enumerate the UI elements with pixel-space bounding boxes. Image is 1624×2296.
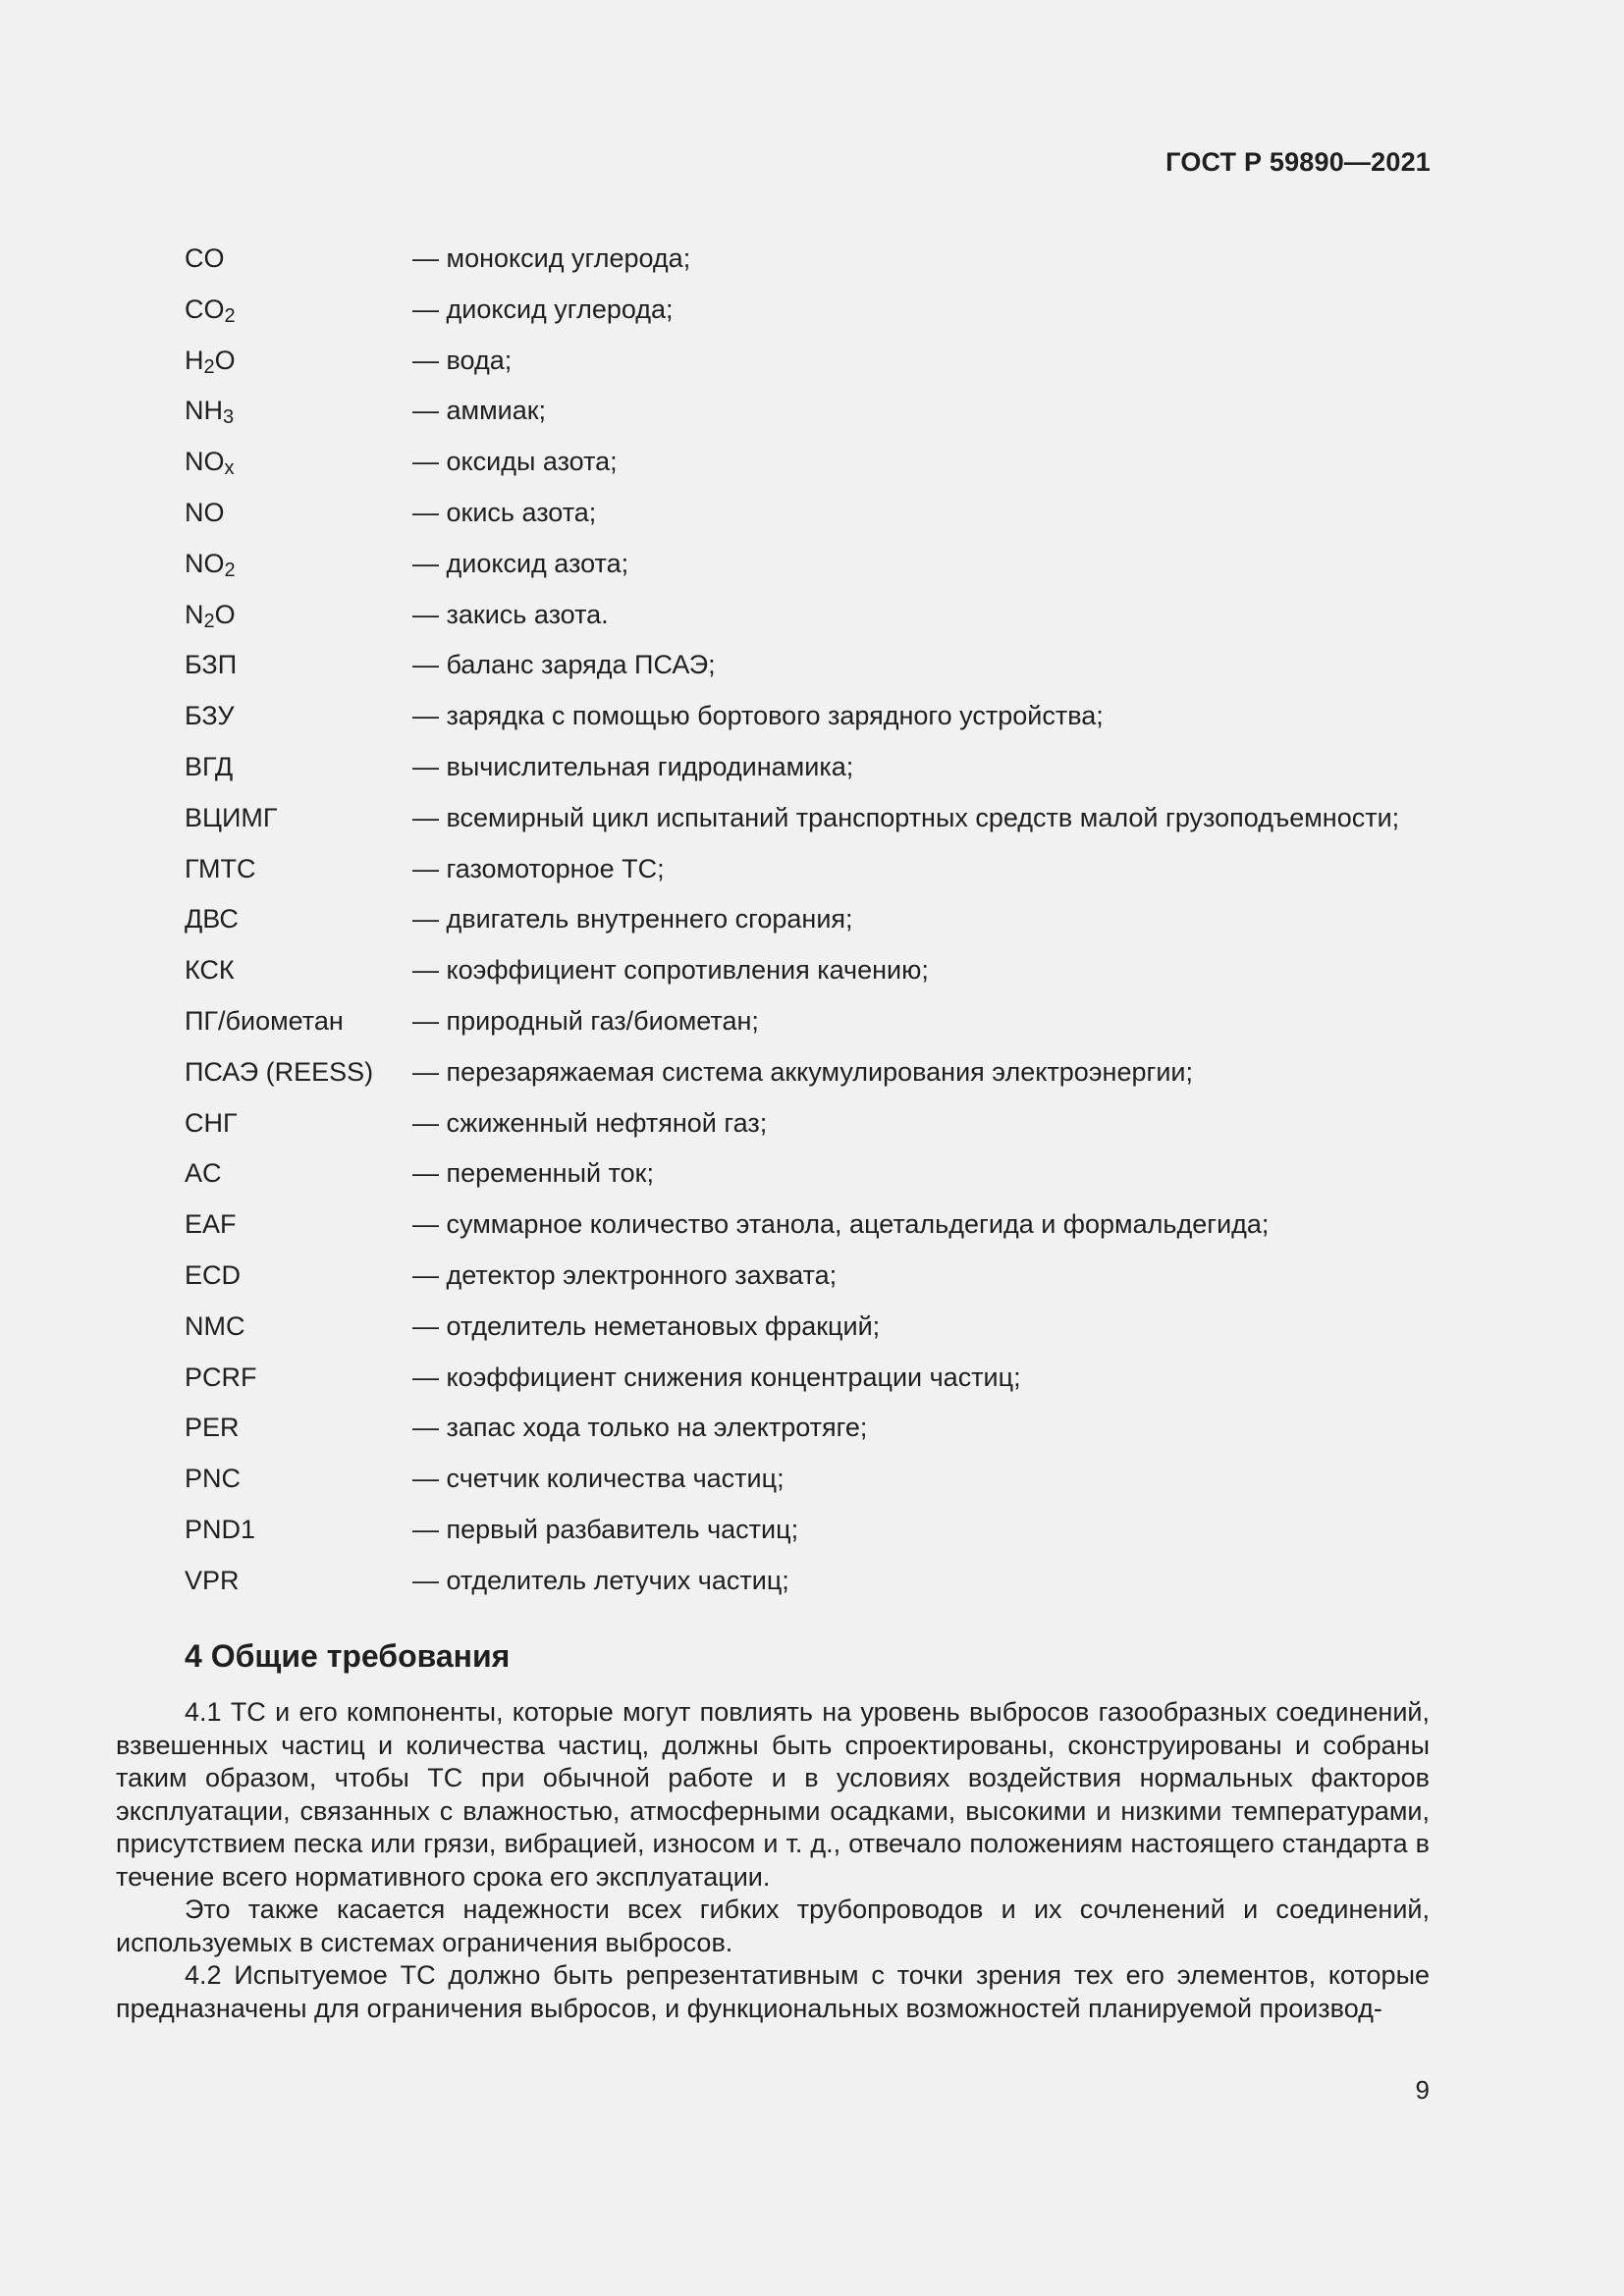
abbreviation-term: ВГД [185,751,234,781]
abbreviation-row [185,798,1441,849]
abbreviation-definition: — сжиженный нефтяной газ; [412,1107,768,1138]
abbreviation-term: ДВС [185,904,239,934]
abbreviation-row [185,1153,1441,1204]
abbreviation-term: PND1 [185,1514,256,1544]
abbreviation-row [185,1103,1441,1154]
abbreviation-definition: — вычислительная гидродинамика; [412,751,854,781]
abbreviation-definition: — газомоторное ТС; [412,853,665,883]
abbreviation-row [185,1001,1441,1052]
abbreviation-row [185,391,1441,442]
abbreviation-definition: — переменный ток; [412,1158,654,1189]
abbreviation-row [185,1255,1441,1307]
abbreviation-row [185,595,1441,646]
abbreviation-term: NO [185,497,225,527]
abbreviation-term: БЗУ [185,701,235,731]
abbreviation-definition: — детектор электронного захвата; [412,1259,838,1290]
abbreviation-definition: — аммиак; [412,396,547,426]
abbreviation-term: $H_2O$ [185,345,236,378]
section-heading: 4 Общие требования [185,1638,511,1674]
abbreviation-term: $NH_3$ [185,396,235,429]
abbreviation-term: AC [185,1158,222,1189]
abbreviation-term: $CO_2$ [185,294,236,327]
abbreviation-definition: — окись азота; [412,497,597,527]
abbreviation-definition: — моноксид углерода; [412,243,691,273]
abbreviation-definition: — вода; [412,345,513,375]
paragraph: 4.2 Испытуемое ТС должно быть репрезентативным с точки зрения тех его элементов, которые предназначены для ограничения выбросов, и функциональных возможностей планируемой производ- [116,1960,1430,2023]
abbreviation-row [185,442,1441,493]
document-header: ГОСТ Р 59890—2021 [1165,147,1431,177]
abbreviation-row [185,696,1441,747]
abbreviation-definition: — двигатель внутреннего сгорания; [412,904,853,934]
abbreviation-row [185,950,1441,1001]
abbreviation-row [185,1307,1441,1358]
abbreviation-definition: — всемирный цикл испытаний транспортных средств малой грузоподъемности; [412,802,1400,832]
abbreviation-term: $N_2O$ [185,599,236,632]
abbreviation-term: PNC [185,1464,242,1494]
abbreviation-definition: — отделитель неметановых фракций; [412,1310,881,1341]
abbreviation-definition: — суммарное количество этанола, ацетальдегида и формальдегида; [412,1209,1270,1240]
abbreviation-term: NMC [185,1310,245,1341]
abbreviation-term: VPR [185,1565,240,1595]
abbreviation-term: КСК [185,955,235,986]
abbreviation-definition: — баланс заряда ПСАЭ; [412,650,716,680]
abbreviation-definition: — коэффициент сопротивления качению; [412,955,929,986]
abbreviation-list [185,239,1441,1612]
abbreviation-row [185,341,1441,392]
section-body [116,1696,1430,2025]
abbreviation-row [185,645,1441,696]
abbreviation-row [185,1510,1441,1561]
abbreviation-term: PER [185,1413,240,1443]
abbreviation-term: ПСАЭ (REESS) [185,1056,374,1087]
abbreviation-term: ВЦИМГ [185,802,278,832]
abbreviation-row [185,1204,1441,1255]
paragraph: Это также касается надежности всех гибких трубопроводов и их сочленений и соединений, используемых в системах ограничения выбросов. [116,1895,1430,1957]
abbreviation-term: $NO_2$ [185,548,236,581]
abbreviation-row [185,849,1441,900]
abbreviation-definition: — оксиды азота; [412,447,618,477]
abbreviation-definition: — диоксид азота; [412,548,629,578]
abbreviation-definition: — запас хода только на электротяге; [412,1413,868,1443]
abbreviation-definition: — диоксид углерода; [412,294,674,324]
abbreviation-row [185,1408,1441,1459]
abbreviation-definition: — отделитель летучих частиц; [412,1565,789,1595]
abbreviation-term: CO [185,243,225,273]
abbreviation-row [185,544,1441,595]
abbreviation-row [185,1459,1441,1510]
abbreviation-term: $NO_x$ [185,447,235,480]
abbreviation-definition: — первый разбавитель частиц; [412,1514,799,1544]
abbreviation-definition: — природный газ/биометан; [412,1005,759,1036]
abbreviation-row [185,290,1441,341]
abbreviation-row [185,493,1441,544]
abbreviation-definition: — коэффициент снижения концентрации частиц; [412,1362,1021,1392]
abbreviation-term: БЗП [185,650,238,680]
abbreviation-term: ECD [185,1259,242,1290]
abbreviation-term: EAF [185,1209,237,1240]
abbreviation-term: СНГ [185,1107,238,1138]
abbreviation-definition: — счетчик количества частиц; [412,1464,785,1494]
abbreviation-term: PCRF [185,1362,257,1392]
page-number: 9 [1415,2075,1430,2105]
abbreviation-row [185,747,1441,798]
abbreviation-row [185,1358,1441,1409]
abbreviation-row [185,899,1441,950]
abbreviation-definition: — закись азота. [412,599,609,629]
abbreviation-definition: — перезаряжаемая система аккумулирования электроэнергии; [412,1056,1193,1087]
abbreviation-term: ПГ/биометан [185,1005,344,1036]
abbreviation-row [185,1561,1441,1612]
abbreviation-definition: — зарядка с помощью бортового зарядного устройства; [412,701,1104,731]
abbreviation-row [185,239,1441,290]
abbreviation-row [185,1052,1441,1103]
paragraph: 4.1 ТС и его компоненты, которые могут повлиять на уровень выбросов газообразных соединений, взвешенных частиц и количества частиц, должны быть спроектированы, сконструированы и собраны таким образом, чтобы ТС при обычной работе и в условиях воздействия нормальных факторов эксплуатации, связанных с влажностью, атмосферными осадками, высокими и низкими температурами, присутствием песка или грязи, вибрацией, износом и т. д., отвечало положениям настоящего стандарта в течение всего нормативного срока его эксплуатации. [116,1697,1430,1892]
abbreviation-term: ГМТС [185,853,256,883]
